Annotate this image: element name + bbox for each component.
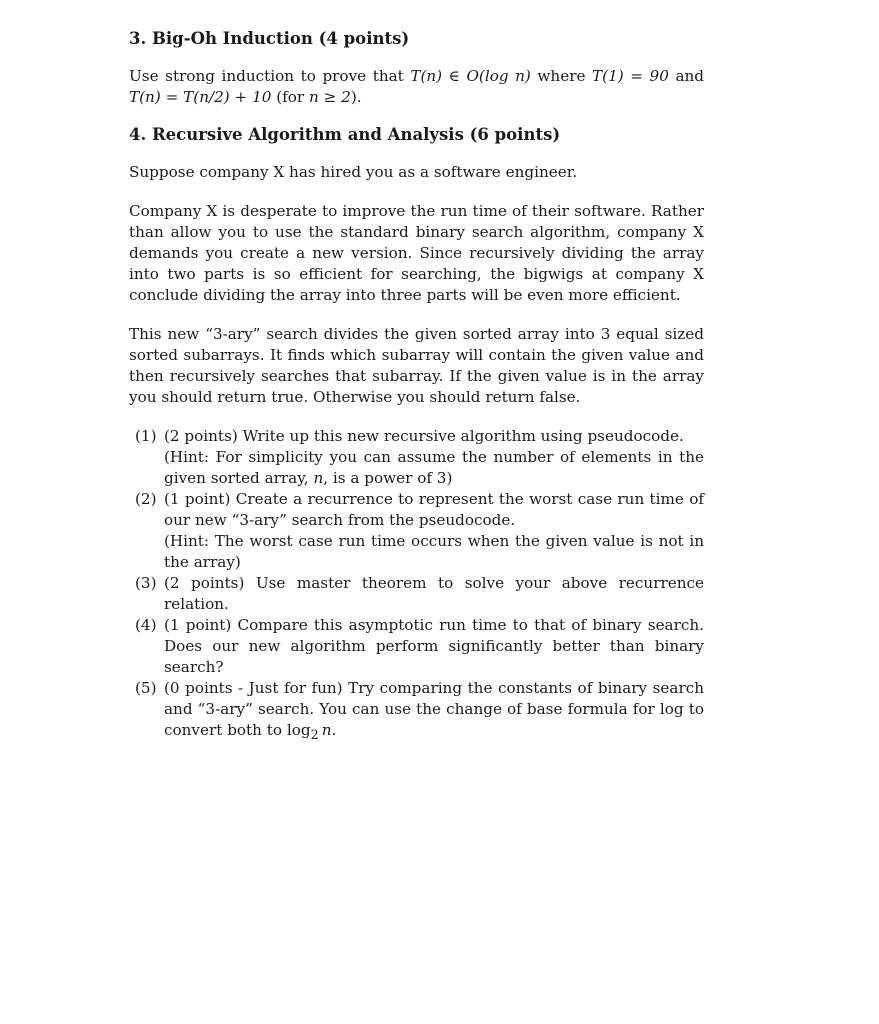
task-text: (1 point) Compare this asymptotic run time to that of binary search. Does our new algorithm perform significantly better than binary search? — [164, 616, 704, 676]
log-argument: n — [321, 721, 332, 739]
section-4-search-paragraph: This new “3-ary” search divides the given sorted array into 3 equal sized sorted subarrays. It finds which subarray will contain the given value and then recursively searches that subarray. If the given value is in the array you should return true. Otherwise you should return false. — [129, 325, 704, 406]
task-list — [129, 426, 704, 745]
section-3-condition: n ≥ 2 — [309, 88, 351, 106]
log-subscript: 2 — [310, 727, 319, 743]
section-3-body — [129, 66, 704, 108]
section-4-intro: Suppose company X has hired you as a software engineer. — [129, 163, 578, 181]
section-3-text: (for — [271, 88, 309, 106]
list-item — [129, 426, 704, 489]
task-number: (1) — [135, 427, 157, 445]
list-item — [129, 678, 704, 745]
list-item — [129, 489, 704, 573]
task-hint — [164, 447, 704, 489]
section-3-claim: T(n) ∈ O(log n) — [410, 67, 531, 85]
list-item — [129, 573, 704, 615]
task-hint: (Hint: The worst case run time occurs when the given value is not in the array) — [164, 532, 704, 571]
task-text: (2 points) Use master theorem to solve your above recurrence relation. — [164, 574, 704, 613]
section-3-recurrence: T(n) = T(n/2) + 10 — [129, 88, 272, 106]
task-number: (3) — [135, 574, 157, 592]
list-item — [129, 615, 704, 678]
log-base: log — [286, 721, 311, 739]
section-3-text: and — [668, 67, 705, 85]
task-number: (4) — [135, 616, 157, 634]
task-end: . — [331, 721, 337, 739]
section-3-text: Use strong induction to prove that — [129, 67, 411, 85]
section-3-text: where — [530, 67, 593, 85]
task-text: (0 points - Just for fun) Try comparing the constants of binary search and “3-ary” search. You can use the change of base formula for log to convert both to — [164, 679, 704, 739]
task-text: (1 point) Create a recurrence to represent the worst case run time of our new “3-ary” search from the pseudocode. — [164, 490, 704, 529]
section-3-title: 3. Big-Oh Induction (4 points) — [129, 29, 410, 48]
section-4-company-paragraph: Company X is desperate to improve the run time of their software. Rather than allow you to use the standard binary search algorithm, company X demands you create a new version. Since recursively dividing the array into two parts is so efficient for searching, the bigwigs at company X conclude dividing the array into three parts will be even more efficient. — [129, 202, 704, 304]
section-3-base-case: T(1) = 90 — [592, 67, 669, 85]
section-4-title: 4. Recursive Algorithm and Analysis (6 points) — [129, 125, 561, 144]
task-text: (2 points) Write up this new recursive algorithm using pseudocode. — [164, 427, 684, 445]
hint-variable: n — [313, 469, 324, 487]
document-page — [129, 28, 704, 745]
task-number: (2) — [135, 490, 157, 508]
section-3-text: ). — [350, 88, 362, 106]
task-number: (5) — [135, 679, 157, 697]
hint-text: (Hint: For simplicity you can assume the number of elements in the given sorted array, — [164, 448, 704, 487]
hint-text: , is a power of 3) — [323, 469, 453, 487]
